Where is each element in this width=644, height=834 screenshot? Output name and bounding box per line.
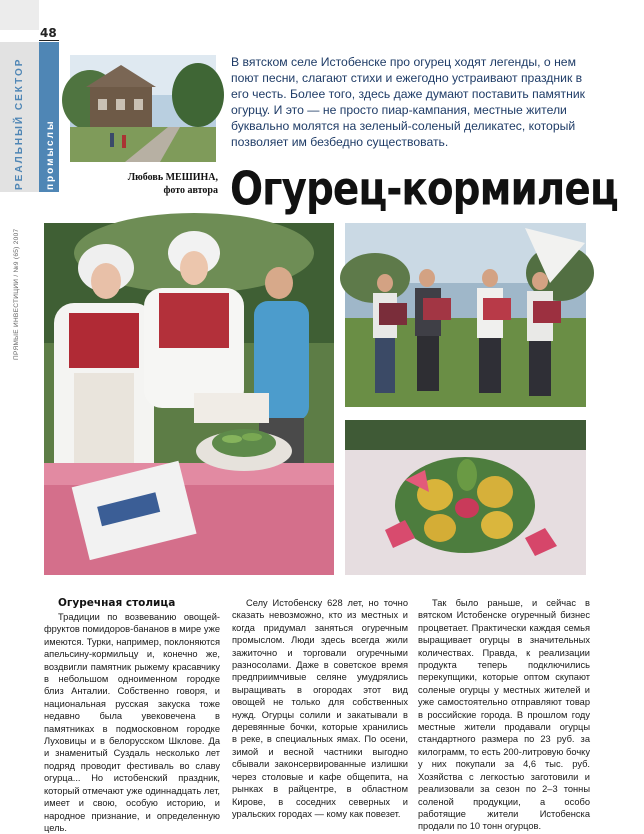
page-number: 48: [40, 26, 57, 40]
section-title: РЕАЛЬНЫЙ СЕКТОР: [14, 57, 25, 190]
section-tab: [0, 42, 58, 192]
article-paragraph-1: Традиции по возвеванию овощей-фруктов помидоров-бананов в мире уже имеются. Турки, например, поклоняются апельсину-кормильцу и, конечно же, воздвигли памятник рыжему красавчику в небольшом одноименном городке близ Анталии. Собственно говоря, и национальная русская закуска тоже недавно была увековечена в памятниках в подмосковном городке Луховицы и в белорусском Шклове. Да и знаменитый Суздаль несколько лет подряд проводит фестиваль во славу огурца... Но истобенский праздник, который отмечают уже одиннадцать лет, имеет и свою, особую историю, и народное признание, и определенную цель.: [44, 612, 220, 833]
byline-photo-credit: фото автора: [163, 185, 218, 196]
article-lead: В вятском селе Истобенске про огурец ходят легенды, о нем поют песни, слагают стихи и ежегодно устраивают праздник в его честь. Более того, здесь даже думают поставить памятник огурцу. И это — не просто пиар-кампания, местные жители буквально молятся на зеленый-соленый деликатес, который позволяет им безбедно существовать.: [231, 55, 585, 149]
article-column-3: [418, 597, 590, 833]
article-headline: Огурец-кормилец: [230, 163, 618, 217]
article-column-2: [232, 597, 408, 820]
article-column-1: [44, 597, 220, 834]
photo-village-street: [70, 55, 216, 162]
magazine-issue-line: ПРЯМЫЕ ИНВЕСТИЦИИ / №9 (65) 2007: [13, 228, 20, 360]
section-subtitle: промыслы: [45, 119, 56, 190]
article-paragraph-3: Так было раньше, и сейчас в вятском Истобенске огуречный бизнес процветает. Практически каждая семья выращивает огурцы в значительных количествах. Правда, к реализации продукта теперь подключились перекупщики, которые оптом скупают соленые огурцы у местных жителей и уже самостоятельно отправляют товар в российские города. В прошлом году местные жители продавали огурцы стандартного размера по 23 руб. за килограмм, то есть 200-литровую бочку у них покупали за 4,6 тыс. руб. Хозяйства с легкостью заготовили и реализовали за сезон по 2–3 тонны соленой продукции, а особо работящие жители Истобенска продали по 10 тонн огурцов.: [418, 598, 590, 832]
photo-cucumber-sellers: [44, 223, 334, 575]
margin-strip: [0, 0, 39, 30]
byline: [100, 171, 218, 197]
byline-author: Любовь МЕШИНА,: [127, 172, 218, 183]
photo-accordion-players: [345, 223, 586, 407]
page-number-rule: [39, 40, 59, 41]
article-subheading: Огуречная столица: [58, 597, 176, 609]
article-paragraph-2: Селу Истобенску 628 лет, но точно сказать невозможно, кто из местных и когда придумал заняться огуречным промыслом. Люди здесь всегда жили зажиточно и торговали огуречными разносолами. Даже в советское время предприимчивые селяне умудрялись выращивать в огородах этот вид овощей не только для собственных нужд. Огурцы солили и закатывали в деревянные бочки, которые хранились в реке, в специальных ямах. По осени, зимой и весной частники выгодно сбывали законсервированные излишки через столовые и кафе общепита, на рынках в райцентре, в областном Кирове, в соседних северных и уральских городах — кому как повезет.: [232, 598, 408, 819]
photo-cucumber-display: [345, 420, 586, 575]
